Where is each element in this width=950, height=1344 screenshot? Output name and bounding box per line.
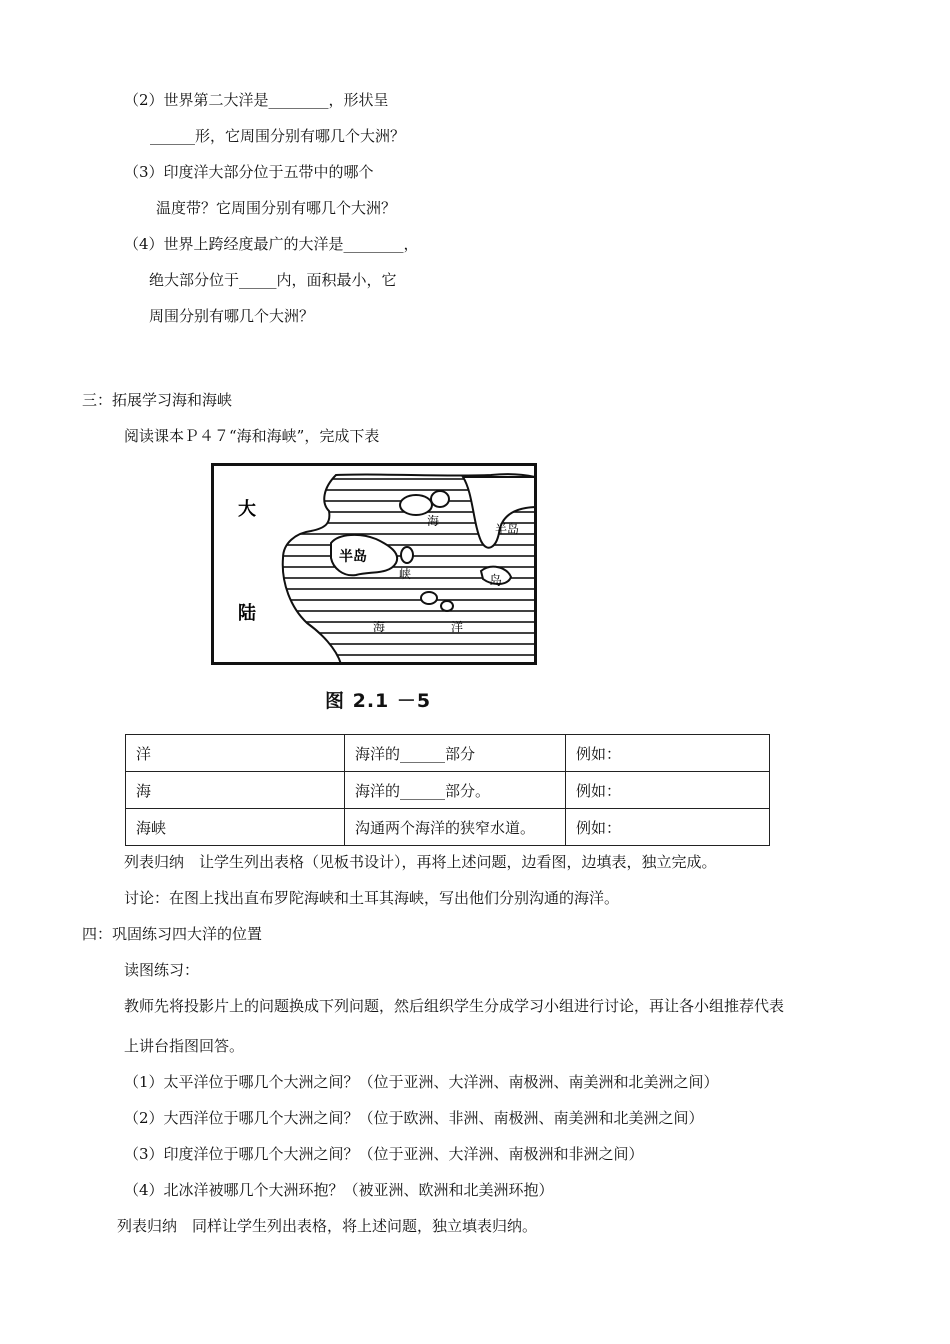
- table-cell: 例如：: [566, 735, 770, 772]
- label-ocean: 洋: [451, 620, 464, 634]
- label-peninsula-1: 半岛: [339, 549, 367, 565]
- table-cell: 海洋的______部分。: [345, 772, 566, 809]
- table-row: [126, 735, 770, 772]
- table-cell: 例如：: [566, 772, 770, 809]
- section-4-para2: 上讲台指图回答。: [124, 1037, 245, 1055]
- question-4-line1: （4）世界上跨经度最广的大洋是________，: [124, 235, 419, 253]
- label-lu: 陆: [238, 603, 256, 624]
- table-cell: 海洋的______部分: [345, 735, 566, 772]
- exercise-item-2: （2）大西洋位于哪几个大洲之间？（位于欧洲、非洲、南极洲、南美洲和北美洲之间）: [124, 1109, 704, 1127]
- section-4-heading: 四：巩固练习四大洋的位置: [82, 925, 263, 943]
- label-peninsula-2: 半岛: [495, 522, 520, 536]
- section-4-summary: 列表归纳 同样让学生列出表格，将上述问题，独立填表归纳。: [117, 1217, 538, 1235]
- sea-strait-map: [211, 463, 537, 665]
- label-da: 大: [238, 499, 256, 520]
- question-4-line2: 绝大部分位于_____内，面积最小，它: [149, 271, 397, 289]
- label-sea-2: 海: [373, 620, 386, 634]
- label-strait: 峡: [399, 567, 412, 581]
- question-4-line3: 周围分别有哪几个大洲？: [149, 307, 315, 325]
- table-row: [126, 809, 770, 846]
- table-cell: 例如：: [566, 809, 770, 846]
- question-3-line2: 温度带？它周围分别有哪几个大洲？: [156, 199, 397, 217]
- table-summary: 列表归纳 让学生列出表格（见板书设计），再将上述问题，边看图，边填表，独立完成。: [124, 853, 717, 871]
- section-3-heading: 三：拓展学习海和海峡: [82, 391, 233, 409]
- discussion: 讨论：在图上找出直布罗陀海峡和土耳其海峡，写出他们分别沟通的海洋。: [124, 889, 620, 907]
- table-row: [126, 772, 770, 809]
- figure-caption: 图 2.1 －5: [325, 690, 432, 712]
- label-island: 岛: [489, 574, 503, 589]
- table-cell: 海: [126, 772, 345, 809]
- table-cell: 海峡: [126, 809, 345, 846]
- question-2-line2: ______形，它周围分别有哪几个大洲？: [150, 127, 406, 145]
- section-4-sub: 读图练习：: [124, 961, 200, 979]
- section-4-para1: 教师先将投影片上的问题换成下列问题，然后组织学生分成学习小组进行讨论，再让各小组推荐代表: [124, 997, 785, 1015]
- sea-table: [125, 734, 770, 846]
- exercise-item-4: （4）北冰洋被哪几个大洲环抱？（被亚洲、欧洲和北美洲环抱）: [124, 1181, 554, 1199]
- exercise-item-1: （1）太平洋位于哪几个大洲之间？（位于亚洲、大洋洲、南极洲、南美洲和北美洲之间）: [124, 1073, 719, 1091]
- exercise-item-3: （3）印度洋位于哪几个大洲之间？（位于亚洲、大洋洲、南极洲和非洲之间）: [124, 1145, 644, 1163]
- section-3-instruction: 阅读课本Ｐ４７“海和海峡”，完成下表: [124, 427, 380, 445]
- label-sea-1: 海: [427, 514, 440, 528]
- question-3-line1: （3）印度洋大部分位于五带中的哪个: [124, 163, 374, 181]
- table-cell: 洋: [126, 735, 345, 772]
- question-2-line1: （2）世界第二大洋是________，形状呈: [124, 91, 389, 109]
- table-cell: 沟通两个海洋的狭窄水道。: [345, 809, 566, 846]
